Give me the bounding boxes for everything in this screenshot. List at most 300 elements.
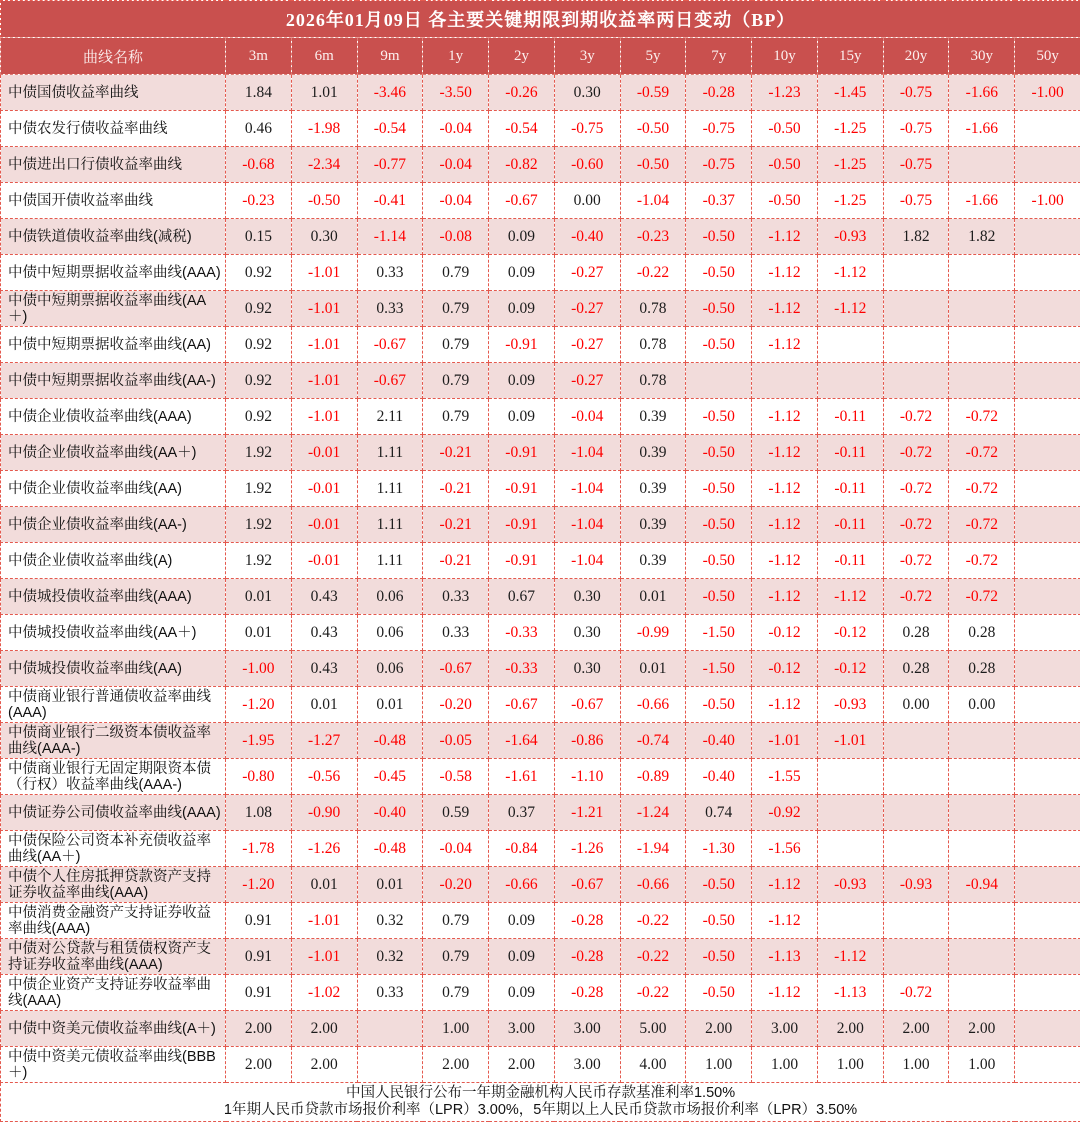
value-cell-9m: -0.45 <box>357 759 423 795</box>
value-cell-1y: 2.00 <box>423 1047 489 1083</box>
value-cell-20y: -0.72 <box>883 579 949 615</box>
value-cell-15y: -1.12 <box>817 291 883 327</box>
value-cell-30y: -0.72 <box>949 435 1015 471</box>
value-cell-2y: -0.82 <box>489 147 555 183</box>
value-cell-2y: -0.91 <box>489 327 555 363</box>
title-row <box>1 1 1080 38</box>
value-cell-15y: -1.25 <box>817 147 883 183</box>
value-cell-10y: -1.12 <box>752 327 818 363</box>
value-cell-6m: 2.00 <box>291 1011 357 1047</box>
value-cell-9m: -0.48 <box>357 831 423 867</box>
value-cell-20y <box>883 255 949 291</box>
value-cell-3m: -0.23 <box>226 183 292 219</box>
value-cell-5y: -1.24 <box>620 795 686 831</box>
report-title: 2026年01月09日 各主要关键期限到期收益率两日变动（BP） <box>1 1 1080 38</box>
value-cell-3y: -0.28 <box>554 975 620 1011</box>
value-cell-9m: 0.01 <box>357 867 423 903</box>
value-cell-20y: -0.75 <box>883 111 949 147</box>
value-cell-10y: 1.00 <box>752 1047 818 1083</box>
value-cell-1y: -0.21 <box>423 471 489 507</box>
column-header-10y: 10y <box>752 38 818 75</box>
table-row <box>1 543 1080 579</box>
value-cell-9m: -0.48 <box>357 723 423 759</box>
value-cell-3y: -0.28 <box>554 939 620 975</box>
value-cell-20y: -0.72 <box>883 435 949 471</box>
value-cell-15y: -0.93 <box>817 867 883 903</box>
value-cell-3m: 1.08 <box>226 795 292 831</box>
value-cell-20y: -0.72 <box>883 543 949 579</box>
value-cell-15y: -0.11 <box>817 543 883 579</box>
value-cell-6m: -0.90 <box>291 795 357 831</box>
value-cell-7y <box>686 363 752 399</box>
value-cell-5y: -0.50 <box>620 147 686 183</box>
value-cell-15y: 1.00 <box>817 1047 883 1083</box>
value-cell-5y: 0.78 <box>620 327 686 363</box>
column-header-30y: 30y <box>949 38 1015 75</box>
value-cell-9m: -0.67 <box>357 327 423 363</box>
value-cell-1y: -0.04 <box>423 111 489 147</box>
value-cell-15y <box>817 831 883 867</box>
value-cell-10y: -1.55 <box>752 759 818 795</box>
value-cell-7y: -1.30 <box>686 831 752 867</box>
value-cell-5y: 0.01 <box>620 651 686 687</box>
table-row <box>1 867 1080 903</box>
value-cell-5y: -0.66 <box>620 687 686 723</box>
value-cell-6m: -1.01 <box>291 939 357 975</box>
curve-name-cell: 中债商业银行无固定期限资本债（行权）收益率曲线(AAA-) <box>1 759 226 795</box>
value-cell-1y: -0.05 <box>423 723 489 759</box>
column-header-1y: 1y <box>423 38 489 75</box>
value-cell-1y: 0.79 <box>423 327 489 363</box>
value-cell-1y: -0.04 <box>423 831 489 867</box>
value-cell-7y: -0.75 <box>686 111 752 147</box>
value-cell-30y: -0.72 <box>949 471 1015 507</box>
table-row <box>1 183 1080 219</box>
value-cell-6m: -1.01 <box>291 291 357 327</box>
value-cell-1y: -0.21 <box>423 435 489 471</box>
column-header-2y: 2y <box>489 38 555 75</box>
value-cell-10y: -0.92 <box>752 795 818 831</box>
value-cell-30y <box>949 831 1015 867</box>
value-cell-1y: 0.79 <box>423 903 489 939</box>
value-cell-1y: 0.33 <box>423 615 489 651</box>
value-cell-5y: -0.22 <box>620 939 686 975</box>
value-cell-2y: 0.09 <box>489 975 555 1011</box>
value-cell-15y <box>817 327 883 363</box>
value-cell-9m: 0.06 <box>357 651 423 687</box>
value-cell-30y <box>949 147 1015 183</box>
table-row <box>1 795 1080 831</box>
curve-name-cell: 中债保险公司资本补充债收益率曲线(AA＋) <box>1 831 226 867</box>
value-cell-20y: -0.72 <box>883 399 949 435</box>
value-cell-20y: -0.72 <box>883 507 949 543</box>
value-cell-3y: 3.00 <box>554 1047 620 1083</box>
value-cell-15y: -0.11 <box>817 471 883 507</box>
value-cell-1y: -0.20 <box>423 867 489 903</box>
value-cell-2y: -0.91 <box>489 435 555 471</box>
value-cell-20y <box>883 903 949 939</box>
value-cell-3y: -1.04 <box>554 507 620 543</box>
value-cell-3y: -1.04 <box>554 543 620 579</box>
value-cell-15y: -0.11 <box>817 507 883 543</box>
value-cell-30y <box>949 255 1015 291</box>
value-cell-30y: 0.00 <box>949 687 1015 723</box>
value-cell-6m: -0.56 <box>291 759 357 795</box>
value-cell-3m: 0.01 <box>226 615 292 651</box>
table-row <box>1 399 1080 435</box>
value-cell-20y: 2.00 <box>883 1011 949 1047</box>
value-cell-15y: -1.12 <box>817 579 883 615</box>
curve-name-cell: 中债个人住房抵押贷款资产支持证券收益率曲线(AAA) <box>1 867 226 903</box>
value-cell-2y: -0.54 <box>489 111 555 147</box>
value-cell-3m: 1.84 <box>226 75 292 111</box>
value-cell-3m: 1.92 <box>226 543 292 579</box>
table-row <box>1 291 1080 327</box>
value-cell-30y <box>949 939 1015 975</box>
value-cell-6m: -1.01 <box>291 363 357 399</box>
value-cell-50y <box>1015 579 1080 615</box>
value-cell-30y: -0.72 <box>949 543 1015 579</box>
table-row <box>1 327 1080 363</box>
curve-name-cell: 中债中资美元债收益率曲线(A＋) <box>1 1011 226 1047</box>
curve-name-cell: 中债中短期票据收益率曲线(AA) <box>1 327 226 363</box>
value-cell-6m: 0.01 <box>291 867 357 903</box>
table-row <box>1 651 1080 687</box>
value-cell-9m: -3.46 <box>357 75 423 111</box>
curve-name-cell: 中债对公贷款与租赁债权资产支持证券收益率曲线(AAA) <box>1 939 226 975</box>
value-cell-3y: -0.27 <box>554 255 620 291</box>
value-cell-6m: -1.27 <box>291 723 357 759</box>
value-cell-5y: 0.39 <box>620 435 686 471</box>
value-cell-50y <box>1015 147 1080 183</box>
value-cell-2y: 0.37 <box>489 795 555 831</box>
value-cell-15y: -1.13 <box>817 975 883 1011</box>
table-row <box>1 687 1080 723</box>
value-cell-2y: -1.64 <box>489 723 555 759</box>
footer-notes <box>1 1083 1080 1122</box>
value-cell-2y: -1.61 <box>489 759 555 795</box>
curve-name-cell: 中债城投债收益率曲线(AA) <box>1 651 226 687</box>
value-cell-9m: -0.67 <box>357 363 423 399</box>
value-cell-6m: -1.26 <box>291 831 357 867</box>
value-cell-10y: -1.12 <box>752 903 818 939</box>
value-cell-7y: 1.00 <box>686 1047 752 1083</box>
curve-name-cell: 中债国开债收益率曲线 <box>1 183 226 219</box>
value-cell-50y <box>1015 651 1080 687</box>
value-cell-15y: -0.12 <box>817 615 883 651</box>
value-cell-30y: -1.66 <box>949 75 1015 111</box>
value-cell-3m: -0.80 <box>226 759 292 795</box>
value-cell-10y: -1.12 <box>752 579 818 615</box>
value-cell-10y: -0.12 <box>752 651 818 687</box>
value-cell-3m: 0.92 <box>226 327 292 363</box>
value-cell-3m: 0.01 <box>226 579 292 615</box>
value-cell-5y: 0.78 <box>620 363 686 399</box>
value-cell-10y: -1.23 <box>752 75 818 111</box>
value-cell-15y: -1.45 <box>817 75 883 111</box>
column-header-7y: 7y <box>686 38 752 75</box>
table-row <box>1 363 1080 399</box>
value-cell-30y: -0.72 <box>949 399 1015 435</box>
value-cell-10y: -1.12 <box>752 867 818 903</box>
value-cell-3m: 1.92 <box>226 507 292 543</box>
curve-name-cell: 中债城投债收益率曲线(AAA) <box>1 579 226 615</box>
value-cell-7y: -0.50 <box>686 939 752 975</box>
curve-name-cell: 中债企业债收益率曲线(AA＋) <box>1 435 226 471</box>
value-cell-50y <box>1015 1047 1080 1083</box>
value-cell-50y <box>1015 111 1080 147</box>
value-cell-1y: -0.04 <box>423 183 489 219</box>
value-cell-7y: -0.28 <box>686 75 752 111</box>
value-cell-3y: -0.28 <box>554 903 620 939</box>
value-cell-3y: -1.04 <box>554 435 620 471</box>
value-cell-2y: -0.33 <box>489 651 555 687</box>
curve-name-cell: 中债企业债收益率曲线(A) <box>1 543 226 579</box>
curve-name-cell: 中债国债收益率曲线 <box>1 75 226 111</box>
value-cell-7y: -0.50 <box>686 327 752 363</box>
curve-name-cell: 中债中短期票据收益率曲线(AA-) <box>1 363 226 399</box>
value-cell-30y: -1.66 <box>949 111 1015 147</box>
table-row <box>1 615 1080 651</box>
value-cell-30y <box>949 903 1015 939</box>
table-row <box>1 579 1080 615</box>
value-cell-20y <box>883 939 949 975</box>
value-cell-5y: 0.78 <box>620 291 686 327</box>
value-cell-5y: -0.59 <box>620 75 686 111</box>
value-cell-50y <box>1015 903 1080 939</box>
value-cell-10y: -0.50 <box>752 183 818 219</box>
value-cell-6m: -0.01 <box>291 435 357 471</box>
value-cell-5y: -0.74 <box>620 723 686 759</box>
value-cell-3y: -1.26 <box>554 831 620 867</box>
value-cell-5y: 0.39 <box>620 399 686 435</box>
value-cell-15y: -1.12 <box>817 939 883 975</box>
curve-name-cell: 中债中短期票据收益率曲线(AA＋) <box>1 291 226 327</box>
value-cell-6m: -0.01 <box>291 507 357 543</box>
value-cell-1y: -0.08 <box>423 219 489 255</box>
value-cell-10y: -1.13 <box>752 939 818 975</box>
value-cell-2y: 0.09 <box>489 939 555 975</box>
value-cell-3y: 0.30 <box>554 615 620 651</box>
value-cell-9m: -1.14 <box>357 219 423 255</box>
value-cell-50y: -1.00 <box>1015 183 1080 219</box>
value-cell-3y: 0.30 <box>554 579 620 615</box>
value-cell-1y: -0.58 <box>423 759 489 795</box>
value-cell-6m: 0.43 <box>291 579 357 615</box>
value-cell-10y: -1.12 <box>752 399 818 435</box>
value-cell-6m: -1.01 <box>291 903 357 939</box>
value-cell-2y: -0.91 <box>489 507 555 543</box>
value-cell-10y: -1.12 <box>752 975 818 1011</box>
value-cell-3m: 0.92 <box>226 291 292 327</box>
curve-name-cell: 中债商业银行普通债收益率曲线(AAA) <box>1 687 226 723</box>
value-cell-2y: 3.00 <box>489 1011 555 1047</box>
value-cell-3y: -0.04 <box>554 399 620 435</box>
value-cell-20y: 0.28 <box>883 615 949 651</box>
value-cell-10y: -0.50 <box>752 147 818 183</box>
value-cell-50y: -1.00 <box>1015 75 1080 111</box>
value-cell-10y: -1.12 <box>752 687 818 723</box>
value-cell-2y: -0.33 <box>489 615 555 651</box>
value-cell-2y: -0.84 <box>489 831 555 867</box>
value-cell-7y: -0.75 <box>686 147 752 183</box>
column-header-5y: 5y <box>620 38 686 75</box>
value-cell-3y: 0.30 <box>554 651 620 687</box>
curve-name-cell: 中债铁道债收益率曲线(减税) <box>1 219 226 255</box>
value-cell-50y <box>1015 795 1080 831</box>
value-cell-1y: 0.79 <box>423 363 489 399</box>
curve-name-cell: 中债企业债收益率曲线(AAA) <box>1 399 226 435</box>
value-cell-15y: -1.25 <box>817 111 883 147</box>
table-row <box>1 1011 1080 1047</box>
value-cell-20y: -0.75 <box>883 75 949 111</box>
value-cell-20y: -0.75 <box>883 183 949 219</box>
value-cell-30y: 1.82 <box>949 219 1015 255</box>
value-cell-3m: 0.46 <box>226 111 292 147</box>
value-cell-7y: -0.50 <box>686 471 752 507</box>
value-cell-9m <box>357 1011 423 1047</box>
value-cell-2y: 0.67 <box>489 579 555 615</box>
value-cell-7y: -0.50 <box>686 399 752 435</box>
value-cell-50y <box>1015 219 1080 255</box>
table-row <box>1 1047 1080 1083</box>
value-cell-7y: 0.74 <box>686 795 752 831</box>
value-cell-6m: -1.01 <box>291 327 357 363</box>
value-cell-9m: 0.33 <box>357 291 423 327</box>
value-cell-2y: 0.09 <box>489 219 555 255</box>
value-cell-1y: 0.79 <box>423 399 489 435</box>
value-cell-3y: -0.27 <box>554 363 620 399</box>
value-cell-9m: 0.01 <box>357 687 423 723</box>
value-cell-3y: 0.30 <box>554 75 620 111</box>
value-cell-3m: 0.92 <box>226 363 292 399</box>
value-cell-9m: -0.41 <box>357 183 423 219</box>
value-cell-1y: -3.50 <box>423 75 489 111</box>
value-cell-2y: -0.67 <box>489 687 555 723</box>
value-cell-7y: -0.50 <box>686 291 752 327</box>
value-cell-20y <box>883 831 949 867</box>
table-row <box>1 219 1080 255</box>
value-cell-9m: -0.54 <box>357 111 423 147</box>
value-cell-1y: 0.79 <box>423 291 489 327</box>
value-cell-30y <box>949 291 1015 327</box>
value-cell-50y <box>1015 327 1080 363</box>
value-cell-9m: 0.33 <box>357 255 423 291</box>
value-cell-50y <box>1015 723 1080 759</box>
curve-name-cell: 中债证券公司债收益率曲线(AAA) <box>1 795 226 831</box>
curve-name-cell: 中债企业资产支持证券收益率曲线(AAA) <box>1 975 226 1011</box>
value-cell-3m: -0.68 <box>226 147 292 183</box>
table-row <box>1 903 1080 939</box>
value-cell-2y: -0.67 <box>489 183 555 219</box>
curve-name-cell: 中债中资美元债收益率曲线(BBB＋) <box>1 1047 226 1083</box>
value-cell-5y: -0.89 <box>620 759 686 795</box>
value-cell-6m: 0.30 <box>291 219 357 255</box>
value-cell-3y: -0.27 <box>554 291 620 327</box>
value-cell-50y <box>1015 291 1080 327</box>
value-cell-3m: -1.95 <box>226 723 292 759</box>
value-cell-9m: 2.11 <box>357 399 423 435</box>
value-cell-7y: -0.50 <box>686 543 752 579</box>
value-cell-3m: -1.78 <box>226 831 292 867</box>
value-cell-7y: -0.50 <box>686 579 752 615</box>
value-cell-15y: -0.12 <box>817 651 883 687</box>
value-cell-5y: -0.66 <box>620 867 686 903</box>
value-cell-1y: -0.67 <box>423 651 489 687</box>
column-header-3m: 3m <box>226 38 292 75</box>
value-cell-2y: 0.09 <box>489 903 555 939</box>
value-cell-10y: -1.12 <box>752 255 818 291</box>
value-cell-3y: -0.67 <box>554 687 620 723</box>
curve-name-cell: 中债消费金融资产支持证券收益率曲线(AAA) <box>1 903 226 939</box>
column-header-15y: 15y <box>817 38 883 75</box>
value-cell-9m <box>357 1047 423 1083</box>
value-cell-7y: -0.50 <box>686 255 752 291</box>
value-cell-10y <box>752 363 818 399</box>
value-cell-5y: -1.94 <box>620 831 686 867</box>
value-cell-7y: -0.37 <box>686 183 752 219</box>
value-cell-1y: -0.04 <box>423 147 489 183</box>
value-cell-50y <box>1015 867 1080 903</box>
value-cell-3y: -0.86 <box>554 723 620 759</box>
value-cell-3m: 0.91 <box>226 939 292 975</box>
value-cell-15y <box>817 795 883 831</box>
value-cell-50y <box>1015 759 1080 795</box>
curve-name-cell: 中债企业债收益率曲线(AA) <box>1 471 226 507</box>
value-cell-9m: 1.11 <box>357 507 423 543</box>
value-cell-7y: -0.50 <box>686 435 752 471</box>
value-cell-5y: 0.39 <box>620 543 686 579</box>
value-cell-2y: 2.00 <box>489 1047 555 1083</box>
value-cell-10y: -0.12 <box>752 615 818 651</box>
value-cell-15y: -1.12 <box>817 255 883 291</box>
value-cell-2y: 0.09 <box>489 363 555 399</box>
value-cell-6m: -1.02 <box>291 975 357 1011</box>
value-cell-5y: 0.39 <box>620 471 686 507</box>
value-cell-3m: 2.00 <box>226 1011 292 1047</box>
value-cell-30y <box>949 723 1015 759</box>
column-header-9m: 9m <box>357 38 423 75</box>
value-cell-50y <box>1015 543 1080 579</box>
value-cell-3m: 0.15 <box>226 219 292 255</box>
value-cell-5y: -1.04 <box>620 183 686 219</box>
value-cell-3m: -1.20 <box>226 687 292 723</box>
value-cell-1y: 0.59 <box>423 795 489 831</box>
table-row <box>1 435 1080 471</box>
value-cell-3y: -0.40 <box>554 219 620 255</box>
value-cell-9m: 1.11 <box>357 435 423 471</box>
value-cell-30y: -0.72 <box>949 507 1015 543</box>
value-cell-10y: -0.50 <box>752 111 818 147</box>
value-cell-7y: -1.50 <box>686 615 752 651</box>
value-cell-50y <box>1015 399 1080 435</box>
value-cell-3y: -0.60 <box>554 147 620 183</box>
value-cell-50y <box>1015 615 1080 651</box>
value-cell-9m: -0.40 <box>357 795 423 831</box>
value-cell-7y: -0.50 <box>686 507 752 543</box>
value-cell-2y: 0.09 <box>489 399 555 435</box>
value-cell-3m: 0.92 <box>226 255 292 291</box>
value-cell-7y: -0.50 <box>686 975 752 1011</box>
value-cell-20y: 0.28 <box>883 651 949 687</box>
value-cell-6m: 0.43 <box>291 615 357 651</box>
value-cell-6m: -1.98 <box>291 111 357 147</box>
value-cell-20y <box>883 291 949 327</box>
value-cell-3y: -0.67 <box>554 867 620 903</box>
value-cell-3y: -1.21 <box>554 795 620 831</box>
value-cell-15y: -1.25 <box>817 183 883 219</box>
curve-name-cell: 中债中短期票据收益率曲线(AAA) <box>1 255 226 291</box>
